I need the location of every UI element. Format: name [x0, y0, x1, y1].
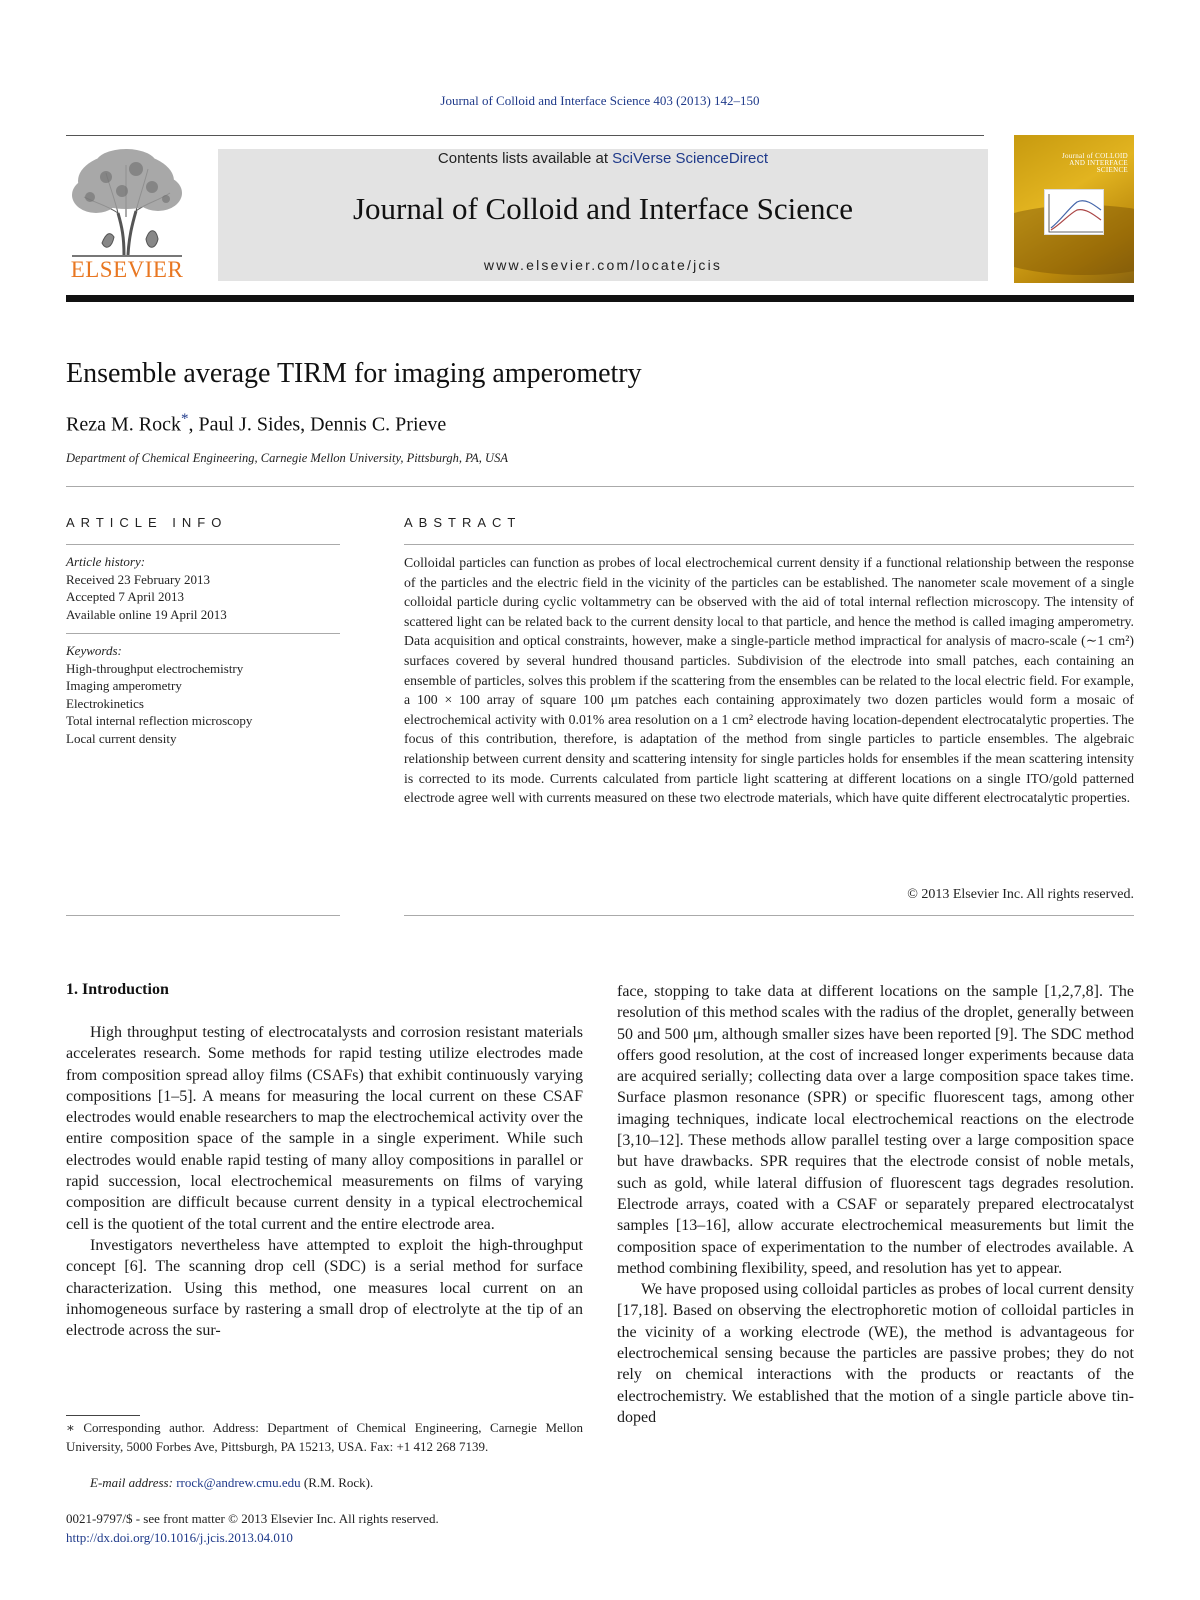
paragraph: face, stopping to take data at different locations on the sample [1,2,7,8]. The resolution of this method scales with the radius of the droplet, generally between 50 and 500 μm, although smaller sizes have been reported [9]. The SDC method offers good resolution, at the cost of increased longer experiments because data are acquired serially; collecting data over a large composition space takes time. Surface plasmon resonance (SPR) or specific fluorescent tags, among other imaging techniques, indicate local electrochemical reactions on the electrode [3,10–12]. These methods allow parallel testing over a large composition space but have drawbacks. SPR requires that the electrode consist of noble metals, such as gold, while lateral diffusion of fluorescent tags degrades resolution. Electrode arrays, coated with a CSAF or separately prepared electrocatalyst samples [13–16], allow accurate electrochemical measurements but limit the composition space of experimentation to the number of electrodes available. A method combining flexibility, speed, and resolution has yet to appear. [617, 983, 1134, 1277]
author-list [66, 411, 446, 437]
article-info [66, 553, 340, 747]
history-label: Article history: [66, 554, 146, 569]
article-info-heading: ARTICLE INFO [66, 515, 228, 530]
journal-title: Journal of Colloid and Interface Science [352, 191, 854, 226]
abstract-rule-bottom [404, 915, 1134, 916]
abstract-copyright: © 2013 Elsevier Inc. All rights reserved. [907, 887, 1134, 902]
email-suffix: (R.M. Rock). [300, 1475, 374, 1490]
keywords-label: Keywords: [66, 643, 122, 658]
journal-url[interactable]: www.elsevier.com/locate/jcis [483, 257, 723, 273]
article-title: Ensemble average TIRM for imaging amperometry [66, 358, 642, 389]
paragraph: We have proposed using colloidal particles as probes of local current density [17,18]. Based on observing the electrophoretic motion of colloidal particles in the vicinity of a working electrode (WE), the method is advantageous for electrochemical sensing because the particles are passive probes; they do not rely on chemical interactions with the products or reactants of the electrochemistry. We established that the motion of a single particle above tin-doped [617, 1281, 1134, 1426]
email-line [90, 1475, 373, 1491]
email-label: E-mail address: [90, 1475, 177, 1490]
footnote-rule [66, 1415, 140, 1416]
journal-reference[interactable]: Journal of Colloid and Interface Science 403 (2013) 142–150 [440, 93, 760, 108]
history-online: Available online 19 April 2013 [66, 606, 227, 622]
contents-prefix: Contents lists available at [437, 150, 613, 167]
issn-line: 0021-9797/$ - see front matter © 2013 Elsevier Inc. All rights reserved. [66, 1511, 439, 1526]
paragraph: Investigators nevertheless have attempted to exploit the high-throughput concept [6]. The scanning drop cell (SDC) is a serial method for surface characterization. Using this method, one measures local current on an inhomogeneous surface by rastering a small drop of electrolyte at the tip of an electrode across the sur- [66, 1236, 583, 1340]
cover-figure [1044, 189, 1104, 235]
keyword-item: Total internal reflection microscopy [66, 713, 253, 728]
author-others[interactable]: , Paul J. Sides, Dennis C. Prieve [188, 413, 447, 436]
doi-link[interactable]: http://dx.doi.org/10.1016/j.jcis.2013.04.010 [66, 1530, 293, 1545]
publisher-name: ELSEVIER [70, 257, 184, 282]
corresponding-footnote: ∗ Corresponding author. Address: Department of Chemical Engineering, Carnegie Mellon University, 5000 Forbes Ave, Pittsburgh, PA 15213, USA. Fax: +1 412 268 7139. [66, 1420, 583, 1454]
abstract-heading: ABSTRACT [404, 515, 522, 530]
keyword-item: High-throughput electrochemistry [66, 660, 244, 676]
publisher-logo [66, 147, 188, 285]
masthead-rule [66, 295, 1134, 302]
info-rule-top [66, 544, 340, 545]
keyword-item: Electrokinetics [66, 695, 144, 711]
contents-line [218, 149, 988, 167]
body-column-right [617, 981, 1134, 1428]
author-first[interactable]: Reza M. Rock [66, 413, 181, 436]
cover-plot-icon [1045, 190, 1105, 236]
history-accepted: Accepted 7 April 2013 [66, 589, 185, 604]
keyword-item: Imaging amperometry [66, 678, 182, 693]
sciencedirect-link[interactable]: SciVerse ScienceDirect [612, 150, 769, 167]
history-received: Received 23 February 2013 [66, 571, 211, 587]
body-column-left [66, 1022, 583, 1341]
header-rule [66, 135, 984, 136]
section-heading: 1. Introduction [66, 981, 169, 998]
email-link[interactable]: rrock@andrew.cmu.edu [176, 1475, 301, 1490]
corresponding-author-mark[interactable]: * [180, 411, 189, 427]
keywords-rule [66, 633, 340, 634]
affiliation-rule [66, 486, 1134, 487]
journal-cover[interactable] [1014, 135, 1134, 283]
affiliation: Department of Chemical Engineering, Carnegie Mellon University, Pittsburgh, PA, USA [66, 451, 508, 465]
abstract-rule-top [404, 544, 1134, 545]
paragraph: High throughput testing of electrocatalysts and corrosion resistant materials accelerates research. Some methods for rapid testing utilize electrodes made from composition spread alloy films (CSAFs) that exhibit continuously varying compositions [1–5]. A means for measuring the local current on these CSAF electrodes would enable researchers to map the electrochemical activity over the entire composition space of the sample in a single experiment. While such electrodes would enable rapid testing of many alloy compositions in parallel or rapid succession, local electrochemical measurements on films of varying composition are difficult because current density in a typical electrochemical cell is the quotient of the total current and the entire electrode area. [66, 1024, 583, 1233]
keyword-item: Local current density [66, 730, 177, 746]
info-rule-bottom [66, 915, 340, 916]
journal-banner [218, 149, 988, 281]
abstract-text: Colloidal particles can function as probes of local electrochemical current density if a functional relationship between the response of the particles and the electric field in the vicinity of the particles can be established. The nanometer scale movement of a single colloidal particle during cyclic voltammetry can be observed with the aid of total internal reflection microscopy. The intensity of scattered light can be related back to the current density local to that particle, and hence the method is called imaging amperometry. Data acquisition and optical constraints, however, make a single-particle method impractical for analysis of macro-scale (∼1 cm²) surfaces covered by several hundred thousand particles. Subdivision of the electrode into small patches, each containing an ensemble of particles, solves this problem if the scattering from the ensembles can be related to the local electric field. For example, a 100 × 100 array of square 100 μm patches each containing approximately two dozen particles would form a mosaic of electrochemical activity with 0.01% area resolution on a 1 cm² electrode having location-dependent electrocatalytic properties. The focus of this contribution, therefore, is adaptation of the method from single particles to particle ensembles. The algebraic relationship between current density and scattering intensity for single particles holds for ensembles if the mean scattering intensity is corrected to its mode. Currents calculated from particle light scattering at different locations on a single ITO/gold patterned electrode agree well with currents measured on these two electrode materials, which have quite different electrocatalytic properties. [404, 555, 1134, 806]
cover-title: Journal of COLLOID AND INTERFACE SCIENCE [1061, 152, 1128, 174]
